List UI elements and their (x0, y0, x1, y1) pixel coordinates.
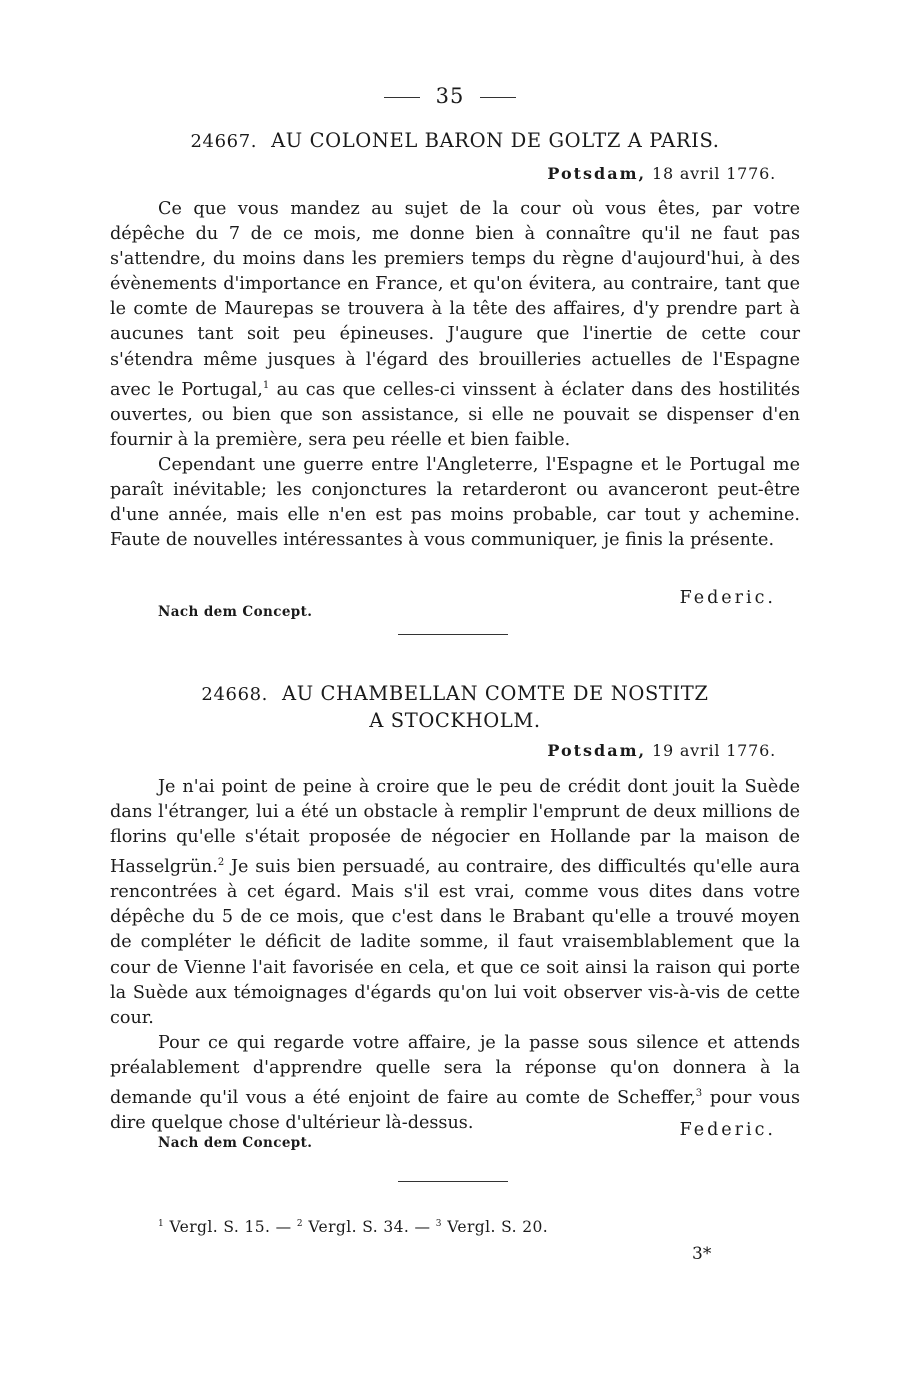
letter-2-text-b: Je suis bien persuadé, au contraire, des difficultés qu'elle aura rencontrées à cet égard. Mais s'il est vrai, comme vous dites dans votre dépêche du 5 de ce mois, que c'est dans le Brabant qu'elle a trouvé moyen de compléter le déficit de ladite somme, il faut vraisemblablement que la cour de Vienne l'ait favorisée en cela, et que ce soit ainsi la raison qui porte la Suède aux témoignages d'égards qu'on lui voit observer vis-à-vis de cette cour. (110, 857, 801, 1028)
letter-2-source: Nach dem Concept. (158, 1135, 313, 1151)
letter-2-heading-line1 (110, 681, 800, 708)
letter-2-number: 24668. (201, 684, 269, 705)
letter-1-signature: Federic. (679, 588, 776, 608)
letter-2-signature: Federic. (679, 1120, 776, 1140)
letter-2-city: Potsdam, (547, 741, 647, 760)
letter-2-place-date (547, 741, 776, 760)
page-number-text: 35 (435, 84, 465, 108)
separator-rule (398, 634, 508, 635)
footnotes (158, 1218, 548, 1236)
letter-1-title: AU COLONEL BARON DE GOLTZ A PARIS. (271, 129, 720, 152)
letter-1-place-date (547, 164, 776, 183)
footnote-3: Vergl. S. 20. (447, 1218, 549, 1236)
letter-1-city: Potsdam, (547, 164, 647, 183)
letter-2-body (110, 775, 800, 1136)
letter-1-text-c: Cependant une guerre entre l'Angleterre, l'Espagne et le Portugal me paraît inévitable; les conjonctures la retarderont ou avanceront peut-être d'une année, mais elle n'en est pas moins probable, car tout y achemine. Faute de nouvelles intéressantes à vous communiquer, je finis la présente. (110, 454, 800, 551)
letter-2-text-a: Je n'ai point de peine à croire que le peu de crédit dont jouit la Suède dans l'étranger, lui a été un obstacle à remplir l'emprunt de deux millions de florins qu'elle s'était proposée de négocier en Hollande par la maison de Hasselgrün. (110, 777, 800, 878)
letter-2-paragraph-1 (110, 775, 800, 1031)
letter-1-body (110, 197, 800, 553)
footnote-2: Vergl. S. 34. — (308, 1218, 431, 1236)
letter-1-text-b: au cas que celles-ci vinssent à éclater dans des hostilités ouvertes, ou bien que son assistance, si elle ne pouvait se dispenser d'en fournir à la première, sera peu réelle et bien faible. (110, 379, 800, 450)
letter-2-title-line2: A STOCKHOLM. (369, 709, 541, 732)
page-number-dash-left (384, 97, 420, 98)
letter-2-text-d: pour vous dire quelque chose d'ultérieur là-dessus. (110, 1087, 800, 1133)
letter-1-number: 24667. (190, 131, 258, 152)
footnote-ref-1: 1 (262, 379, 270, 391)
footnote-1-marker: 1 (158, 1218, 165, 1229)
page-number (0, 84, 900, 108)
footnote-3-marker: 3 (435, 1218, 442, 1229)
letter-2-text-c: Pour ce qui regarde votre affaire, je la passe sous silence et attends préalablement d'apprendre quelle sera la réponse qu'on donnera à la demande qu'il vous a été enjoint de faire au comte de Scheffer, (110, 1032, 800, 1108)
letter-1-date: 18 avril 1776. (652, 164, 776, 183)
footnote-ref-3: 3 (695, 1087, 703, 1099)
letter-2-title-line1: AU CHAMBELLAN COMTE DE NOSTITZ (282, 682, 709, 705)
letter-1-heading (110, 128, 800, 155)
footnote-2-marker: 2 (296, 1218, 304, 1229)
letter-1-paragraph (110, 197, 800, 453)
footnote-ref-2: 2 (217, 857, 225, 869)
letter-2-heading (110, 681, 800, 734)
letter-2-date: 19 avril 1776. (652, 741, 776, 760)
footnote-1: Vergl. S. 15. — (169, 1218, 292, 1236)
letter-1-paragraph (110, 453, 800, 553)
letter-1-source: Nach dem Concept. (158, 604, 313, 620)
letter-1-text-a: Ce que vous mandez au sujet de la cour où vous êtes, par votre dépêche du 7 de ce mois, me donne bien à connaître qu'il ne faut pas s'attendre, du moins dans les premiers temps du règne d'aujourd'hui, à des évènements d'importance en France, et qu'on évitera, au contraire, tant que le comte de Maurepas se trouvera à la tête des affaires, d'y prendre part à aucunes tant soit peu épineuses. J'augure que l'inertie de cette cour s'étendra même jusques à l'égard des brouilleries actuelles de l'Espagne avec le Portugal, (110, 199, 800, 400)
printer-signature-mark: 3* (692, 1244, 712, 1264)
footnote-separator-rule (398, 1181, 508, 1182)
page-number-dash-right (480, 97, 516, 98)
